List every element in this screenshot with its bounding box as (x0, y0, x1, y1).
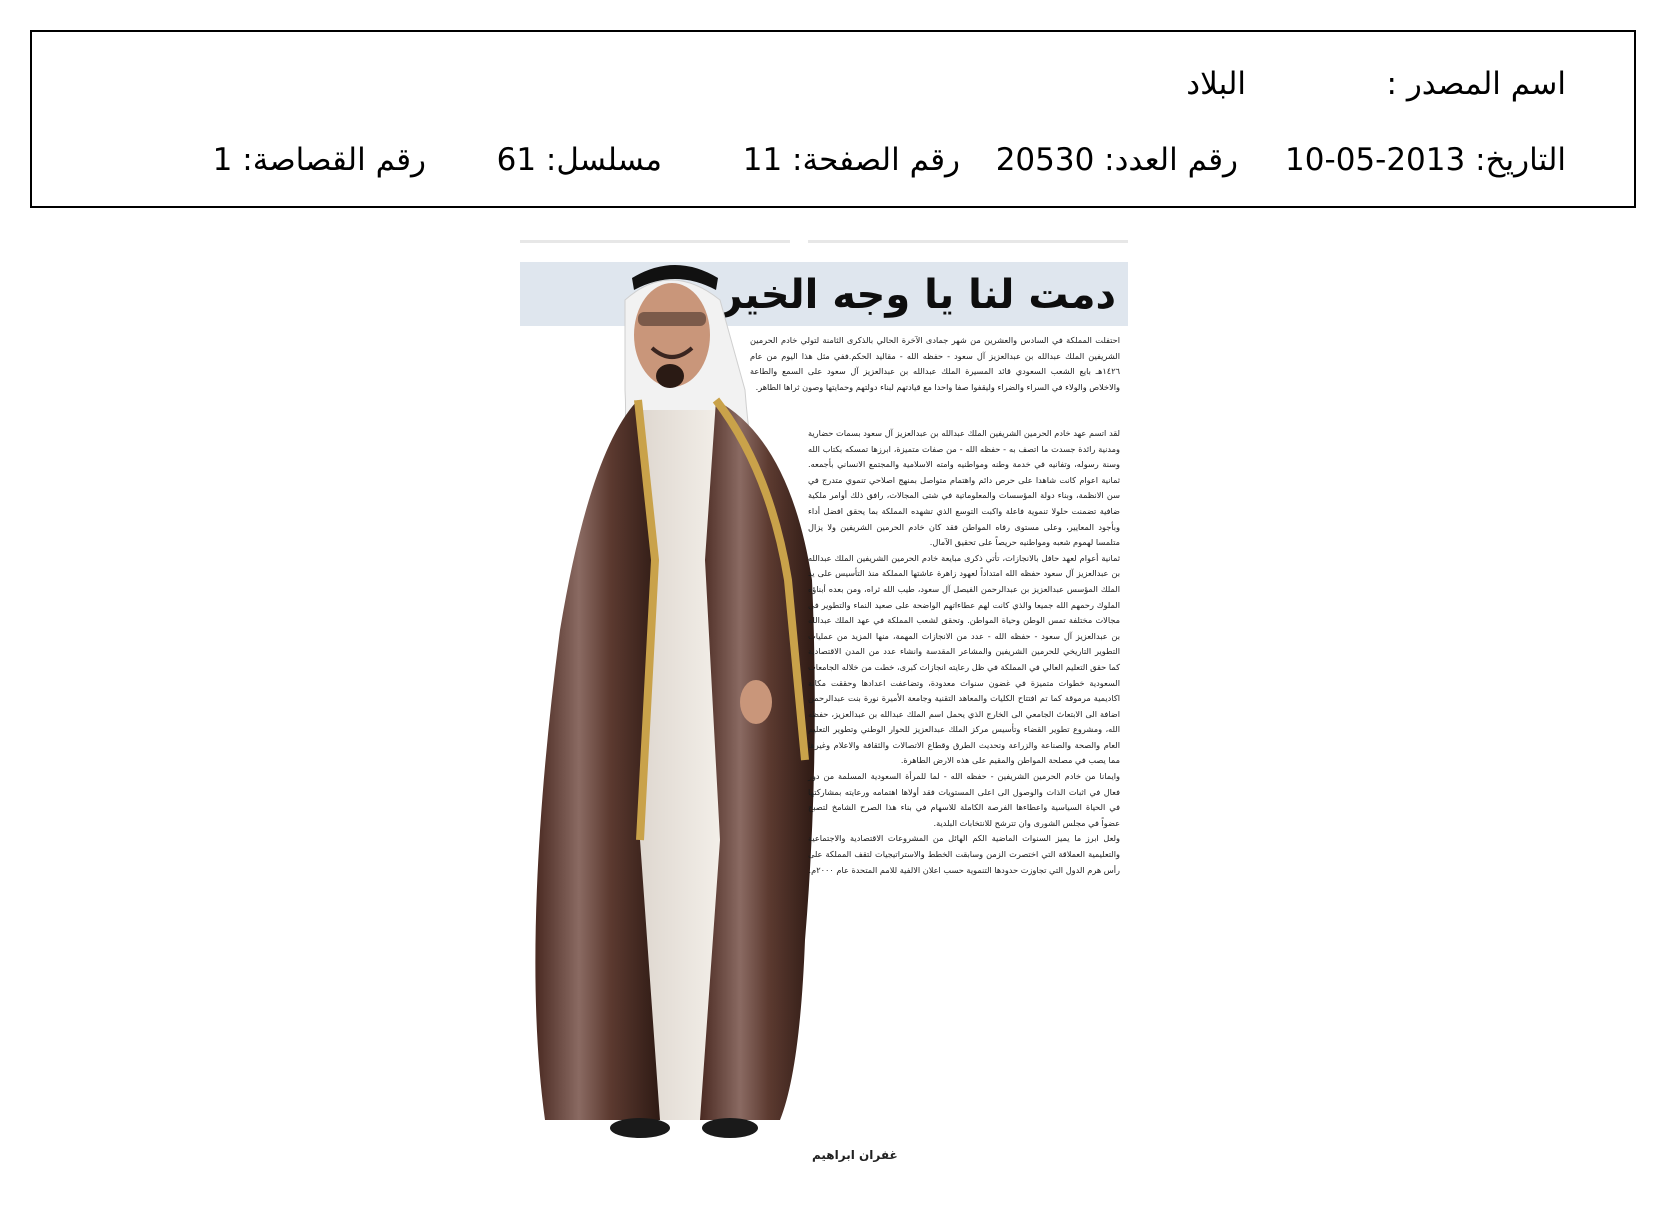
source-label: اسم المصدر : (1386, 66, 1566, 102)
article-intro (750, 333, 1120, 395)
article-paragraph: ولعل ابرز ما يميز السنوات الماضية الكم الهائل من المشروعات الاقتصادية والاجتماعية والتعليمية العملاقة التي اختصرت الزمن وسابقت الخطط والاستراتيجيات لتقف المملكة على رأس هرم الدول التي تجاوزت حدودها التنموية حسب اعلان الالفية للامم المتحدة عام ٢٠٠٠م. (808, 833, 1120, 875)
top-rule-right (808, 240, 1128, 243)
article-body (808, 426, 1120, 878)
article-headline: دمت لنا يا وجه الخير (719, 272, 1116, 318)
clipping-number-label: رقم القصاصة: 1 (212, 142, 426, 178)
page-number-label: رقم الصفحة: 11 (742, 142, 960, 178)
newspaper-clipping (520, 240, 1128, 1196)
article-paragraph: وايمانا من خادم الحرمين الشريفين - حفظه الله - لما للمرأة السعودية المسلمة من دور فعال في اثبات الذات والوصول الى اعلى المستويات فقد أولاها اهتمامه ورعايته بمشاركتها في الحياة السياسية واعطاءها الفرصة الكاملة للاسهام في بناء هذا الصرح الشامخ لتصبح عضواً في مجلس الشورى وان تترشح للانتخابات البلدية. (808, 771, 1120, 828)
article-paragraph: احتفلت المملكة في السادس والعشرين من شهر جمادى الآخرة الحالي بالذكرى الثامنة لتولي خادم الحرمين الشريفين الملك عبدالله بن عبدالعزيز آل سعود - حفظه الله - مقاليد الحكم.ففي مثل هذا اليوم من عام ١٤٢٦هـ بايع الشعب السعودي قائد المسيرة الملك عبدالله بن عبدالعزيز آل سعود على السمع والطاعة والاخلاص والولاء في السراء والضراء وليقفوا صفا واحدا مع قيادتهم لبناء دولتهم وحمايتها وصون ثراها الطاهر. (750, 335, 1120, 392)
date-label: التاريخ: 2013-05-10 (1285, 142, 1566, 178)
serial-number-label: مسلسل: 61 (496, 142, 662, 178)
source-value: البلاد (1186, 66, 1246, 102)
article-byline: غفران ابراهيم (812, 1148, 898, 1162)
article-paragraph: ثمانية أعوام لعهد حافل بالانجازات، تأتي ذكرى مبايعة خادم الحرمين الشريفين الملك عبدالله بن عبدالعزيز آل سعود حفظه الله امتداداً لعهود زاهرة عاشتها المملكة منذ التأسيس على يد الملك المؤسس عبدالعزيز بن عبدالرحمن الفيصل آل سعود، طيب الله ثراه، ومن بعده أبناؤه الملوك رحمهم الله جميعا والذي كانت لهم عطاءاتهم الواضحة على صعيد النماء والتطوير في مجالات مختلفة تمس الوطن وحياة المواطن. وتحقق لشعب المملكة في عهد الملك عبدالله بن عبدالعزيز آل سعود - حفظه الله - عدد من الانجازات المهمة، منها المزيد من عمليات التطوير التاريخي للحرمين الشريفين والمشاعر المقدسة وانشاء عدد من المدن الاقتصادية كما حقق التعليم العالي في المملكة في ظل رعايته انجازات كبرى، خطت من خلاله الجامعات السعودية خطوات متميزة في غضون سنوات معدودة، وتضاعفت اعدادها وحققت مكانة اكاديمية مرموقة كما تم افتتاح الكليات والمعاهد التقنية وجامعة الأميرة نورة بنت عبدالرحمن اضافة الى الابتعاث الجامعي الى الخارج الذي يحمل اسم الملك عبدالله بن عبدالعزيز، حفظه الله، ومشروع تطوير القضاء وتأسيس مركز الملك عبدالعزيز للحوار الوطني وتطوير التعليم العام والصحة والصناعة والزراعة وتحديث الطرق وقطاع الاتصالات والثقافة والاعلام وغيرها مما يصب في مصلحة المواطن والمقيم على هذه الارض الطاهرة. (808, 552, 1120, 766)
issue-number-label: رقم العدد: 20530 (995, 142, 1238, 178)
clipping-metadata-box (30, 30, 1636, 208)
article-paragraph: لقد اتسم عهد خادم الحرمين الشريفين الملك عبدالله بن عبدالعزيز آل سعود بسمات حضارية ومدنية رائدة جسدت ما اتصف به - حفظه الله - من صفات متميزة، ابرزها تمسكه بكتاب الله وسنة رسوله، وتفانيه في خدمة وطنه ومواطنيه وامته الاسلامية والمجتمع الانساني بأجمعه. ثمانية اعوام كانت شاهدا على حرص دائم واهتمام متواصل بمنهج اصلاحي تنموي متدرج في سن الانظمة، وبناء دولة المؤسسات والمعلوماتية في شتى المجالات، رافق ذلك أوامر ملكية ضافية تضمنت حلولا تنموية فاعلة واكبت التوسع الذي تشهده المملكة بما يحقق افضل أداء وبأجود المعايير، وعلى مستوى رفاه المواطن فقد كان خادم الحرمين الشريفين ولا يزال متلمسا لهموم شعبه ومواطنيه حريصاً على تحقيق الآمال. (808, 428, 1120, 548)
